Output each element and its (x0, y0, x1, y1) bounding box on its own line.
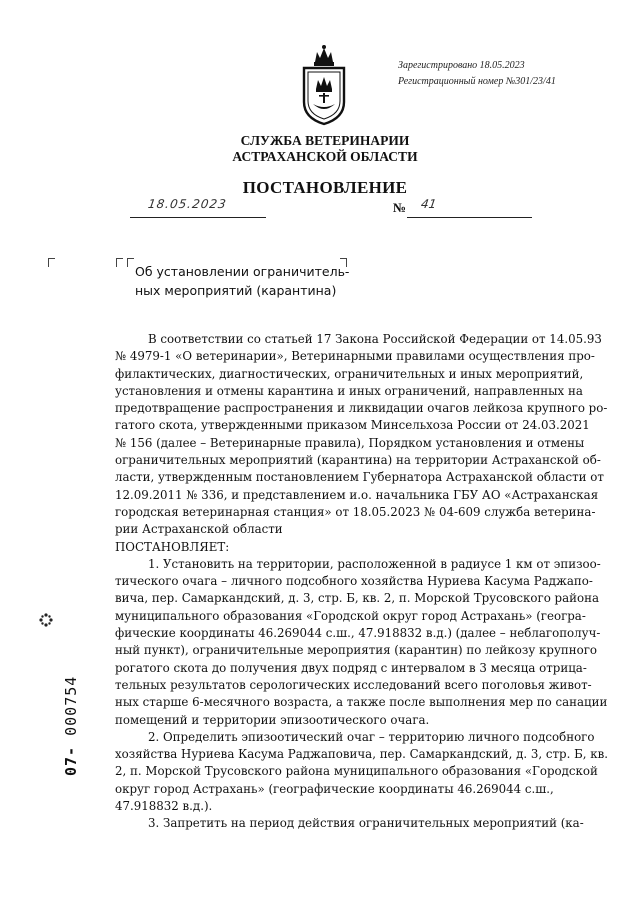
coat-of-arms-icon (301, 44, 347, 126)
item-1-line: 1. Установить на территории, расположенной в радиусе 1 км от эпизоо- (148, 556, 601, 571)
date-field (130, 199, 266, 218)
subject-line-2: ных мероприятий (карантина) (135, 283, 337, 298)
document-date: 18.05.2023 (147, 197, 228, 211)
subject-line-1: Об установлении ограничитель- (135, 264, 350, 279)
side-serial-code (62, 676, 80, 776)
preamble-line: ограничительных мероприятий (карантина) на территории Астраханской об- (115, 453, 601, 468)
item-2-line: округ город Астрахань» (географические координаты 46.269044 с.ш., (115, 781, 554, 796)
side-code-prefix: 07- (62, 745, 80, 776)
agency-name (0, 133, 640, 165)
preamble-line: филактических, диагностических, ограничительных и иных мероприятий, (115, 366, 584, 381)
item-1-line: ный пункт), ограничительные мероприятия (карантин) по лейкозу крупного (115, 643, 597, 658)
resolves-heading: ПОСТАНОВЛЯЕТ: (115, 539, 230, 554)
preamble-line: гатого скота, утвержденными приказом Минсельхоза России от 24.03.2021 (115, 418, 590, 433)
agency-line-1: СЛУЖБА ВЕТЕРИНАРИИ (240, 133, 410, 148)
preamble-line: 12.09.2011 № 336, и представлением и.о. начальника ГБУ АО «Астраханская (115, 487, 599, 502)
registration-date: Зарегистрировано 18.05.2023 (398, 60, 525, 71)
side-code-number: 000754 (62, 675, 80, 736)
item-2-line: 2. Определить эпизоотический очаг – территорию личного подсобного (148, 729, 595, 744)
preamble-line: № 156 (далее – Ветеринарные правила), Порядком установления и отмены (115, 435, 585, 450)
item-1-line: помещений и территории эпизоотического очага. (115, 712, 430, 727)
item-2-line: 47.918832 в.д.). (115, 799, 213, 814)
item-1-line: муниципального образования «Городской округ город Астрахань» (геогра- (115, 608, 586, 623)
preamble-line: предотвращение распространения и ликвидации очагов лейкоза крупного ро- (115, 401, 608, 416)
item-2 (115, 729, 608, 815)
registration-number: Регистрационный номер №301/23/41 (398, 76, 556, 87)
preamble (115, 331, 608, 539)
item-1-line: рогатого скота до получения двух подряд с интервалом в 3 месяца отрица- (115, 660, 587, 675)
item-1-line: вича, пер. Самаркандский, д. 3, стр. Б, кв. 2, п. Морской Трусовского района (115, 591, 599, 606)
document-number: 41 (420, 197, 438, 211)
item-1-line: ных старше 6-месячного возраста, а также после выполнения мер по санации (115, 695, 608, 710)
document-body (115, 331, 608, 833)
preamble-line: установления и отмены карантина и иных ограничений, направленных на (115, 383, 583, 398)
asterisk-mark-icon (38, 612, 54, 628)
registration-stamp (398, 58, 556, 90)
item-1-line: фические координаты 46.269044 с.ш., 47.918832 в.д.) (далее – неблагополуч- (115, 626, 601, 641)
item-2-line: 2, п. Морской Трусовского района муниципального образования «Городской (115, 764, 598, 779)
preamble-line: рии Астраханской области (115, 522, 283, 537)
document-type: ПОСТАНОВЛЕНИЕ (242, 178, 408, 197)
item-3-line: 3. Запретить на период действия ограничительных мероприятий (ка- (148, 816, 584, 831)
number-label: № (393, 200, 407, 215)
item-3 (115, 815, 608, 832)
agency-line-2: АСТРАХАНСКОЙ ОБЛАСТИ (232, 149, 418, 164)
preamble-line: ласти, утвержденным постановлением Губернатора Астраханской области от (115, 470, 604, 485)
corner-mark (48, 258, 55, 267)
item-2-line: хозяйства Нуриева Касума Раджаповича, пер. Самаркандский, д. 3, стр. Б, кв. (115, 747, 609, 762)
document-subject (135, 262, 349, 300)
corner-mark (116, 258, 123, 267)
number-field (407, 199, 532, 218)
corner-mark (127, 258, 134, 267)
preamble-line: № 4979-1 «О ветеринарии», Ветеринарными правилами осуществления про- (115, 349, 595, 364)
item-1-line: тического очага – личного подсобного хозяйства Нуриева Касума Раджапо- (115, 574, 593, 589)
item-1 (115, 556, 608, 729)
preamble-line: В соответствии со статьей 17 Закона Российской Федерации от 14.05.93 (148, 332, 602, 346)
item-1-line: тельных результатов серологических исследований всего поголовья живот- (115, 677, 592, 692)
preamble-line: городская ветеринарная станция» от 18.05.2023 № 04-609 служба ветерина- (115, 504, 596, 519)
